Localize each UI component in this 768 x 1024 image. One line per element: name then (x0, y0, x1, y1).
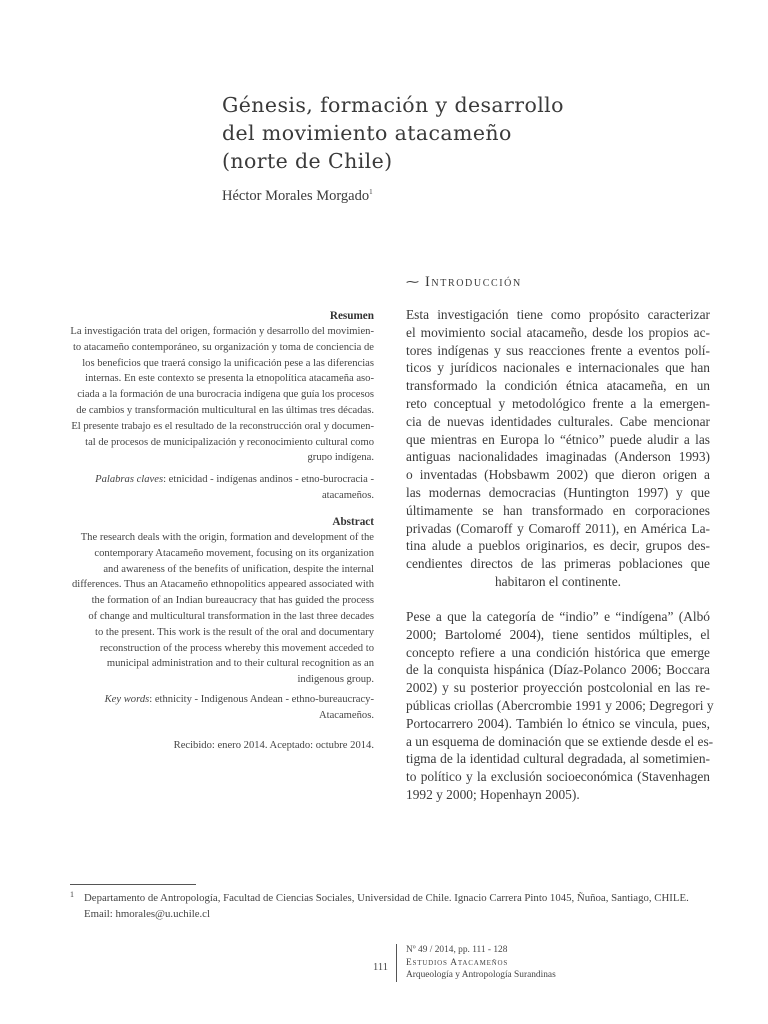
body-line: ticos y jurídicos nacionales e internacionales que han (406, 360, 710, 376)
keywords-label: Key words (104, 694, 150, 705)
abstract-line: and awareness of the benefits of unification, despite the internal (103, 563, 374, 575)
received-dates (70, 738, 374, 754)
article-title-line-3: (norte de Chile) (222, 149, 393, 173)
abstract-heading: Abstract (332, 516, 374, 528)
journal-name: Estudios Atacameños (406, 957, 509, 968)
footer-divider (396, 944, 397, 982)
abstract-line: differences. Thus an Atacameño ethnopolitics appeared associated with (71, 579, 374, 591)
body-line: privadas (Comaroff y Comaroff 2011), en América La- (406, 520, 710, 536)
keywords-text: Atacameños. (318, 709, 374, 721)
section-heading-introduccion (406, 274, 522, 291)
author-name: Héctor Morales Morgado (222, 188, 370, 204)
keywords-text: : etnicidad - indígenas andinos - etno-burocracia - (163, 474, 374, 485)
resumen-line: internas. En este contexto se presenta la etnopolítica atacameña aso- (85, 373, 374, 385)
resumen-line: El presente trabajo es el resultado de la reconstrucción oral y documen- (71, 420, 374, 432)
resumen-line: los beneficios que traerá consigo la unificación pese a las diferencias (82, 357, 374, 369)
abstract-line: indigenous group. (297, 674, 374, 686)
body-line: últimamente se han transformado en corporaciones (406, 502, 710, 518)
abstract-line: of change and multicultural transformation in the last three decades (88, 610, 374, 622)
keywords-label: Palabras claves (95, 474, 164, 485)
body-line: públicas criollas (Abercrombie 1991 y 2006; Degregori y (406, 697, 714, 713)
body-line: tigma de la identidad cultural degradada, al sometimien- (406, 751, 710, 767)
body-line: Esta investigación tiene como propósito caracterizar (406, 307, 710, 322)
resumen-line: to atacameño contemporáneo, su organización y toma de conciencia de (72, 341, 374, 353)
footnote-number: 1 (70, 890, 74, 899)
footnote-divider (70, 884, 196, 885)
body-line: Portocarrero 2004). También lo étnico se vincula, pues, (406, 715, 710, 731)
body-line: concepto refiere a una condición histórica que emerge (406, 644, 710, 660)
article-title-line-2: del movimiento atacameño (222, 121, 512, 145)
body-line: to político y la exclusión socioeconómica (Stavenhagen (406, 769, 710, 785)
journal-info (406, 944, 556, 982)
section-heading-label: Introducción (425, 274, 522, 290)
body-line: reto conceptual y metodológico frente a la emergen- (406, 395, 710, 411)
resumen-line: de cambios y transformación multicultural en las últimas tres décadas. (76, 404, 374, 416)
article-title-line-1: Génesis, formación y desarrollo (222, 93, 564, 117)
abstract-keywords (70, 692, 374, 724)
resumen-line: grupo indígena. (307, 452, 374, 464)
body-line: tina alude a pueblos originarios, es decir, grupos des- (406, 538, 710, 554)
abstract-line: reconstruction of the process whereby this movement acceded to (99, 642, 374, 654)
body-line: 2000; Bartolomé 2004), tiene sentidos múltiples, el (406, 626, 710, 642)
keywords-text: atacameños. (321, 489, 374, 501)
journal-subtitle: Arqueología y Antropología Surandinas (406, 970, 556, 981)
intro-paragraph-1 (406, 306, 710, 591)
resumen-heading: Resumen (329, 310, 374, 322)
resumen-line: La investigación trata del origen, formación y desarrollo del movimien- (70, 326, 374, 337)
received-dates-text: Recibido: enero 2014. Aceptado: octubre 2014. (173, 740, 374, 751)
body-line: habitaron el continente. (494, 573, 622, 589)
body-line: 2002) y su posterior proyección postcolonial en las re- (406, 680, 710, 696)
abstract-text (70, 530, 374, 688)
author-footnote-mark[interactable]: 1 (369, 188, 373, 196)
abstract-line: the formation of an Indian bureaucracy that has guided the process (91, 595, 374, 607)
body-line: cendientes directos de las primeras poblaciones que (406, 556, 710, 572)
body-line: Pese a que la categoría de “indio” e “indígena” (Albó (406, 609, 710, 624)
intro-paragraph-2 (406, 608, 714, 804)
body-line: tores indígenas y sus reacciones frente a eventos polí- (406, 342, 710, 358)
abstract-line: The research deals with the origin, formation and development of the (80, 532, 374, 543)
author (222, 188, 373, 205)
body-line: de la conquista hispánica (Díaz-Polanco 2006; Boccara (406, 662, 710, 678)
abstract-line: contemporary Atacameño movement, focusing on its organization (94, 547, 374, 559)
body-line: a un esquema de dominación que se extiende desde el es- (406, 733, 714, 749)
abstract-line: municipal administration and to their cultural recognition as an (106, 658, 374, 670)
body-line: cia de nuevas identidades culturales. Cabe mencionar (406, 413, 710, 429)
resumen-text (70, 324, 374, 466)
footnote-line-2: Email: hmorales@u.uchile.cl (84, 908, 210, 920)
body-line: antiguas nacionalidades imaginadas (Anderson 1993) (406, 449, 710, 465)
section-ornament-icon: ⁓ (406, 274, 419, 289)
body-line: transformado la condición étnica atacameña, en un (406, 378, 710, 394)
footnote-line-1: Departamento de Antropología, Facultad de Ciencias Sociales, Universidad de Chile. Ignacio Carrera Pinto 1045, Ñuñoa, Santiago, CHILE. (84, 892, 689, 904)
body-line: 1992 y 2000; Hopenhayn 2005). (406, 786, 580, 802)
body-line: o inventadas (Hobsbawm 2002) que dieron origen a (406, 467, 710, 483)
body-line: las modernas democracias (Huntington 1997) y que (406, 484, 710, 500)
abstract-line: to the present. This work is the result of the oral and documentary (95, 626, 374, 638)
resumen-line: ciada a la formación de una burocracia indígena que guía los procesos (77, 389, 374, 401)
resumen-keywords (70, 472, 374, 504)
page-number: 111 (373, 962, 388, 973)
journal-issue: Nº 49 / 2014, pp. 111 - 128 (406, 945, 508, 955)
keywords-text: : ethnicity - Indigenous Andean - ethno-bureaucracy- (149, 694, 374, 705)
body-line: el movimiento social atacameño, desde los propios ac- (406, 324, 710, 340)
resumen-line: tal de procesos de municipalización y reconocimiento cultural como (85, 436, 374, 448)
body-line: que mientras en Europa lo “étnico” puede aludir a las (406, 431, 710, 447)
